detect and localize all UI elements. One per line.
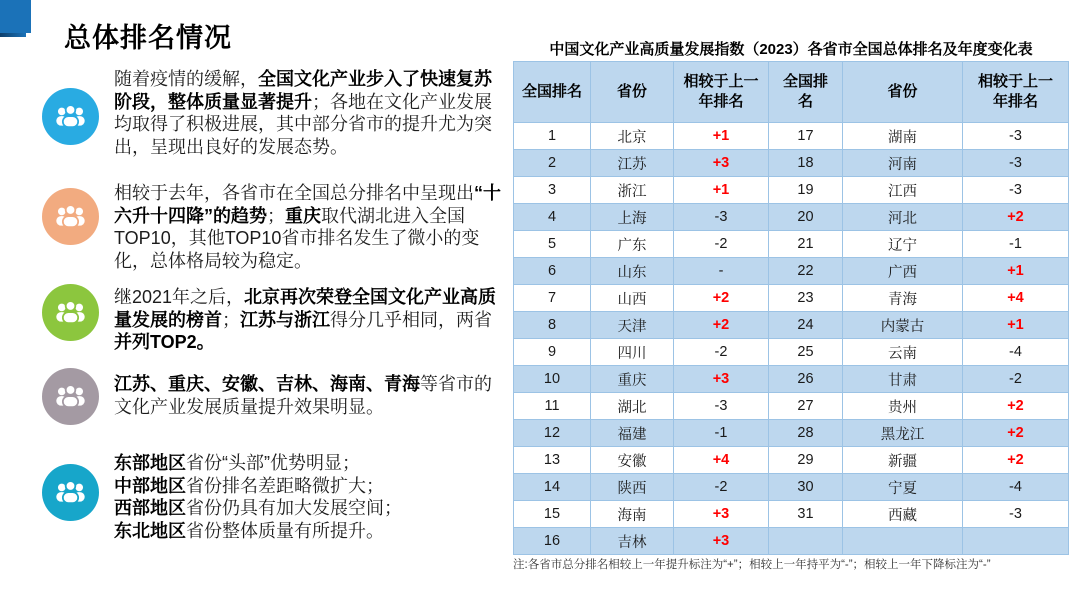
- table-row: [514, 231, 1069, 258]
- rank-cell: 15: [514, 501, 591, 528]
- change-cell: +1: [674, 177, 769, 204]
- bullet-text: 继2021年之后，北京再次荣登全国文化产业高质量发展的榜首；江苏与浙江得分几乎相同，两省并列TOP2。: [114, 287, 497, 352]
- province-cell: 北京: [591, 123, 674, 150]
- table-title: 中国文化产业高质量发展指数（2023）各省市全国总体排名及年度变化表: [549, 41, 1033, 58]
- change-cell: -: [674, 258, 769, 285]
- rank-cell: 26: [769, 366, 843, 393]
- province-cell: 山西: [591, 285, 674, 312]
- rank-cell: 13: [514, 447, 591, 474]
- change-cell: +1: [963, 258, 1069, 285]
- table-row: [514, 393, 1069, 420]
- rank-cell: 30: [769, 474, 843, 501]
- rank-cell: 2: [514, 150, 591, 177]
- change-cell: +2: [674, 285, 769, 312]
- change-cell: +2: [963, 420, 1069, 447]
- change-cell: +2: [963, 393, 1069, 420]
- change-cell: -2: [674, 474, 769, 501]
- people-group-icon: [42, 284, 99, 341]
- insight-bullet: [42, 183, 504, 272]
- province-cell: 上海: [591, 204, 674, 231]
- change-cell: +2: [963, 447, 1069, 474]
- title-decoration-small-square: [0, 0, 13, 13]
- rank-cell: 29: [769, 447, 843, 474]
- table-header-cell: 全国排名: [514, 62, 591, 123]
- page-title: 总体排名情况: [64, 23, 232, 53]
- rank-cell: 18: [769, 150, 843, 177]
- province-cell: 宁夏: [843, 474, 963, 501]
- table-row: [514, 420, 1069, 447]
- change-cell: +4: [674, 447, 769, 474]
- table-header-cell: 省份: [843, 62, 963, 123]
- change-cell: -1: [674, 420, 769, 447]
- table-row: [514, 474, 1069, 501]
- province-cell: 河南: [843, 150, 963, 177]
- change-cell: -2: [674, 339, 769, 366]
- table-header-cell: 相较于上一年排名: [674, 62, 769, 123]
- rank-cell: 31: [769, 501, 843, 528]
- rank-cell: 9: [514, 339, 591, 366]
- province-cell: 贵州: [843, 393, 963, 420]
- rank-cell: 28: [769, 420, 843, 447]
- change-cell: +3: [674, 501, 769, 528]
- rank-cell: 12: [514, 420, 591, 447]
- rank-cell: 1: [514, 123, 591, 150]
- province-cell: 山东: [591, 258, 674, 285]
- table-row: [514, 123, 1069, 150]
- rank-cell: 27: [769, 393, 843, 420]
- change-cell: +1: [674, 123, 769, 150]
- table-row: [514, 312, 1069, 339]
- table-row: [514, 150, 1069, 177]
- province-cell: 广东: [591, 231, 674, 258]
- rank-cell: 6: [514, 258, 591, 285]
- rank-cell: 21: [769, 231, 843, 258]
- table-row: [514, 285, 1069, 312]
- rank-cell: 19: [769, 177, 843, 204]
- bullet-text: 随着疫情的缓解，全国文化产业步入了快速复苏阶段，整体质量显著提升；各地在文化产业发展均取得了积极进展，其中部分省市的提升尤为突出，呈现出良好的发展态势。: [114, 69, 492, 157]
- province-cell: 吉林: [591, 528, 674, 555]
- change-cell: -4: [963, 339, 1069, 366]
- rank-cell: 17: [769, 123, 843, 150]
- table-header-cell: 全国排名: [769, 62, 843, 123]
- change-cell: +2: [674, 312, 769, 339]
- province-cell: 湖南: [843, 123, 963, 150]
- table-row: [514, 204, 1069, 231]
- rank-cell: 24: [769, 312, 843, 339]
- province-cell: 内蒙古: [843, 312, 963, 339]
- table-head: [514, 62, 1069, 123]
- change-cell: -1: [963, 231, 1069, 258]
- table-row: [514, 339, 1069, 366]
- rank-cell: 8: [514, 312, 591, 339]
- province-cell: 四川: [591, 339, 674, 366]
- table-header-cell: 相较于上一年排名: [963, 62, 1069, 123]
- rank-cell: 16: [514, 528, 591, 555]
- rank-cell: 5: [514, 231, 591, 258]
- table-row: [514, 258, 1069, 285]
- province-cell: 河北: [843, 204, 963, 231]
- rank-cell: 3: [514, 177, 591, 204]
- province-cell: 新疆: [843, 447, 963, 474]
- change-cell: -4: [963, 474, 1069, 501]
- change-cell: -3: [963, 177, 1069, 204]
- province-cell: 福建: [591, 420, 674, 447]
- province-cell: 江苏: [591, 150, 674, 177]
- change-cell: +3: [674, 528, 769, 555]
- change-cell: +4: [963, 285, 1069, 312]
- change-cell: +3: [674, 366, 769, 393]
- change-cell: [963, 528, 1069, 555]
- province-cell: 西藏: [843, 501, 963, 528]
- bullet-text: 江苏、重庆、安徽、吉林、海南、青海等省市的文化产业发展质量提升效果明显。: [114, 374, 492, 417]
- people-group-icon: [42, 464, 99, 521]
- table-row: [514, 366, 1069, 393]
- people-group-icon: [42, 368, 99, 425]
- change-cell: -3: [963, 501, 1069, 528]
- rank-cell: 11: [514, 393, 591, 420]
- change-cell: +3: [674, 150, 769, 177]
- table-row: [514, 528, 1069, 555]
- ranking-table: [513, 61, 1069, 555]
- change-cell: -3: [963, 123, 1069, 150]
- change-cell: -3: [674, 204, 769, 231]
- table-row: [514, 177, 1069, 204]
- province-cell: 辽宁: [843, 231, 963, 258]
- rank-cell: 23: [769, 285, 843, 312]
- change-cell: +2: [963, 204, 1069, 231]
- table-row: [514, 447, 1069, 474]
- table-body: [514, 123, 1069, 555]
- change-cell: +1: [963, 312, 1069, 339]
- province-cell: [843, 528, 963, 555]
- province-cell: 海南: [591, 501, 674, 528]
- bullet-text: 东部地区省份“头部”优势明显； 中部地区省份排名差距略微扩大； 西部地区省份仍具有加大发展空间； 东北地区省份整体质量有所提升。: [114, 453, 402, 541]
- rank-cell: 14: [514, 474, 591, 501]
- rank-cell: 10: [514, 366, 591, 393]
- province-cell: 云南: [843, 339, 963, 366]
- table-header-row: [514, 62, 1069, 123]
- rank-cell: 25: [769, 339, 843, 366]
- change-cell: -2: [674, 231, 769, 258]
- change-cell: -3: [963, 150, 1069, 177]
- rank-cell: 7: [514, 285, 591, 312]
- province-cell: 重庆: [591, 366, 674, 393]
- change-cell: -3: [674, 393, 769, 420]
- table-footnote: 注:各省市总分排名相较上一年提升标注为“+”；相较上一年持平为“-”；相较上一年下降标注为“-”: [513, 559, 991, 571]
- insight-bullet: [42, 368, 504, 425]
- people-group-icon: [42, 188, 99, 245]
- rank-cell: [769, 528, 843, 555]
- bullet-text: 相较于去年，各省市在全国总分排名中呈现出“十六升十四降”的趋势；重庆取代湖北进入全国TOP10，其他TOP10省市排名发生了微小的变化，总体格局较为稳定。: [114, 183, 501, 271]
- province-cell: 安徽: [591, 447, 674, 474]
- table-header-cell: 省份: [591, 62, 674, 123]
- province-cell: 甘肃: [843, 366, 963, 393]
- rank-cell: 20: [769, 204, 843, 231]
- province-cell: 湖北: [591, 393, 674, 420]
- change-cell: -2: [963, 366, 1069, 393]
- province-cell: 浙江: [591, 177, 674, 204]
- insight-bullet: [42, 284, 504, 354]
- province-cell: 天津: [591, 312, 674, 339]
- people-group-icon: [42, 88, 99, 145]
- insight-bullet: [42, 69, 504, 158]
- table-row: [514, 501, 1069, 528]
- province-cell: 黑龙江: [843, 420, 963, 447]
- province-cell: 江西: [843, 177, 963, 204]
- province-cell: 陕西: [591, 474, 674, 501]
- insight-bullet: [42, 453, 504, 542]
- rank-cell: 4: [514, 204, 591, 231]
- rank-cell: 22: [769, 258, 843, 285]
- province-cell: 广西: [843, 258, 963, 285]
- province-cell: 青海: [843, 285, 963, 312]
